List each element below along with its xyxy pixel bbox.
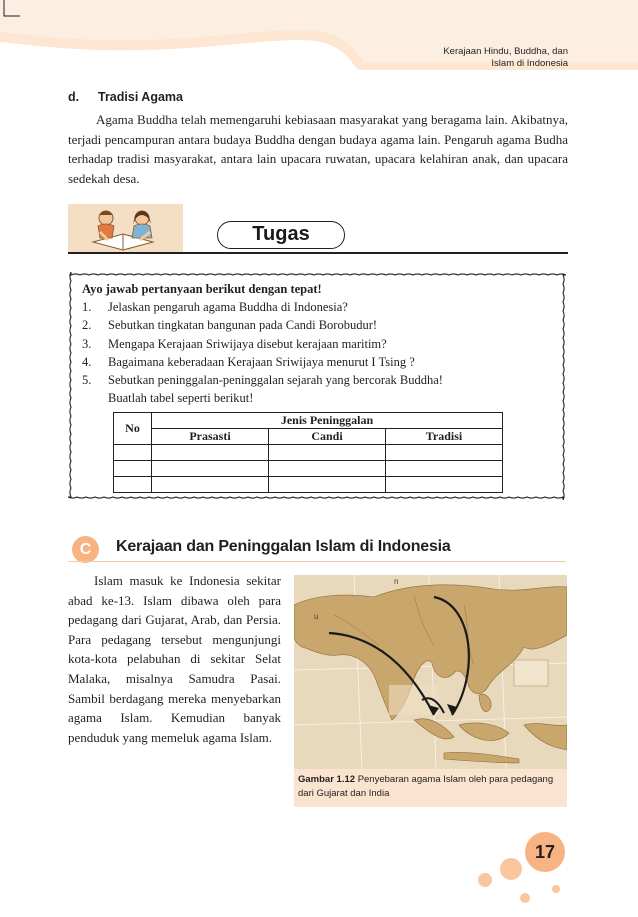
map-illustration: [294, 575, 567, 769]
question-text: Sebutkan peninggalan-peninggalan sejarah yang bercorak Buddha!: [108, 373, 443, 388]
section-d-letter: d.: [68, 90, 80, 104]
figure-caption: [298, 773, 564, 801]
figure-caption-text: Penyebaran agama Islam oleh para pedagang dari Gujarat dan India: [298, 774, 554, 799]
tugas-banner: [68, 204, 568, 254]
islam-spread-map: [294, 575, 567, 769]
svg-text:n: n: [394, 577, 399, 586]
table-instruction: Buatlah tabel seperti berikut!: [108, 391, 254, 406]
table-header-tradisi: Tradisi: [386, 429, 503, 445]
task-heading: Ayo jawab pertanyaan berikut dengan tepat!: [82, 282, 322, 296]
question-text: Mengapa Kerajaan Sriwijaya disebut kerajaan maritim?: [108, 336, 387, 351]
question-text: Bagaimana keberadaan Kerajaan Sriwijaya menurut I Tsing ?: [108, 354, 415, 369]
tugas-divider: [68, 252, 568, 254]
question-item: [82, 335, 552, 353]
question-item: [82, 298, 552, 316]
section-d-heading: [68, 90, 183, 104]
question-item: [82, 316, 552, 334]
peninggalan-table: [113, 412, 503, 493]
question-number: 2.: [82, 318, 92, 333]
table-header-prasasti: Prasasti: [152, 429, 269, 445]
table-header-group: Jenis Peninggalan: [152, 413, 503, 429]
decorative-dot: [500, 858, 522, 880]
question-number: 5.: [82, 373, 92, 388]
question-text: Sebutkan tingkatan bangunan pada Candi Borobudur!: [108, 318, 378, 333]
table-row: [114, 445, 503, 461]
running-head-line-1: Kerajaan Hindu, Buddha, dan: [443, 46, 568, 57]
task-box: [68, 272, 566, 500]
table-header-no: No: [114, 413, 152, 445]
svg-text:u: u: [314, 612, 319, 621]
reading-kids-illustration: [68, 204, 183, 254]
task-content: [82, 280, 552, 407]
header-band: [0, 0, 638, 72]
section-d-title: Tradisi Agama: [98, 90, 183, 104]
decorative-dot: [520, 893, 530, 903]
question-number: 4.: [82, 354, 92, 369]
section-d-paragraph: Agama Buddha telah memengaruhi kebiasaan masyarakat yang beragama lain. Akibatnya, terjadi pencampuran antara budaya Buddha dengan budaya agama lain. Pengaruh agama Budha terhadap tradisi masyarakat, antara lain upacara ruwatan, upacara kelahiran anak, dan upacara sedekah desa.: [68, 112, 568, 186]
section-c-badge: C: [72, 536, 99, 563]
decorative-dot: [552, 885, 560, 893]
question-number: 1.: [82, 300, 92, 315]
table-row: [114, 461, 503, 477]
table-header-candi: Candi: [269, 429, 386, 445]
question-item: [82, 353, 552, 371]
question-number: 3.: [82, 336, 92, 351]
section-c-divider: [68, 561, 566, 562]
question-item: [82, 371, 552, 389]
tugas-label: Tugas: [217, 221, 345, 249]
section-c-title: Kerajaan dan Peninggalan Islam di Indonesia: [116, 538, 451, 555]
figure-caption-box: [294, 769, 567, 807]
page-number: 17: [525, 832, 565, 872]
section-c-paragraph: Islam masuk ke Indonesia sekitar abad ke-13. Islam dibawa oleh para pedagang dari Gujarat, Arab, dan Persia. Para pedagang tersebut mengunjungi kota-kota pelabuhan di sekitar Selat Malaka, misalnya Samudra Pasai. Sambil berdagang mereka menyebarkan agama Islam. Kemudian banyak penduduk yang memeluk agama Islam.: [68, 573, 281, 745]
figure-label: Gambar 1.12: [298, 774, 356, 785]
running-head: [348, 46, 568, 70]
running-head-line-2: Islam di Indonesia: [491, 58, 568, 69]
decorative-dot: [478, 873, 492, 887]
question-text: Jelaskan pengaruh agama Buddha di Indonesia?: [108, 300, 348, 315]
table-row: [114, 477, 503, 493]
crop-mark-icon: [0, 0, 20, 20]
